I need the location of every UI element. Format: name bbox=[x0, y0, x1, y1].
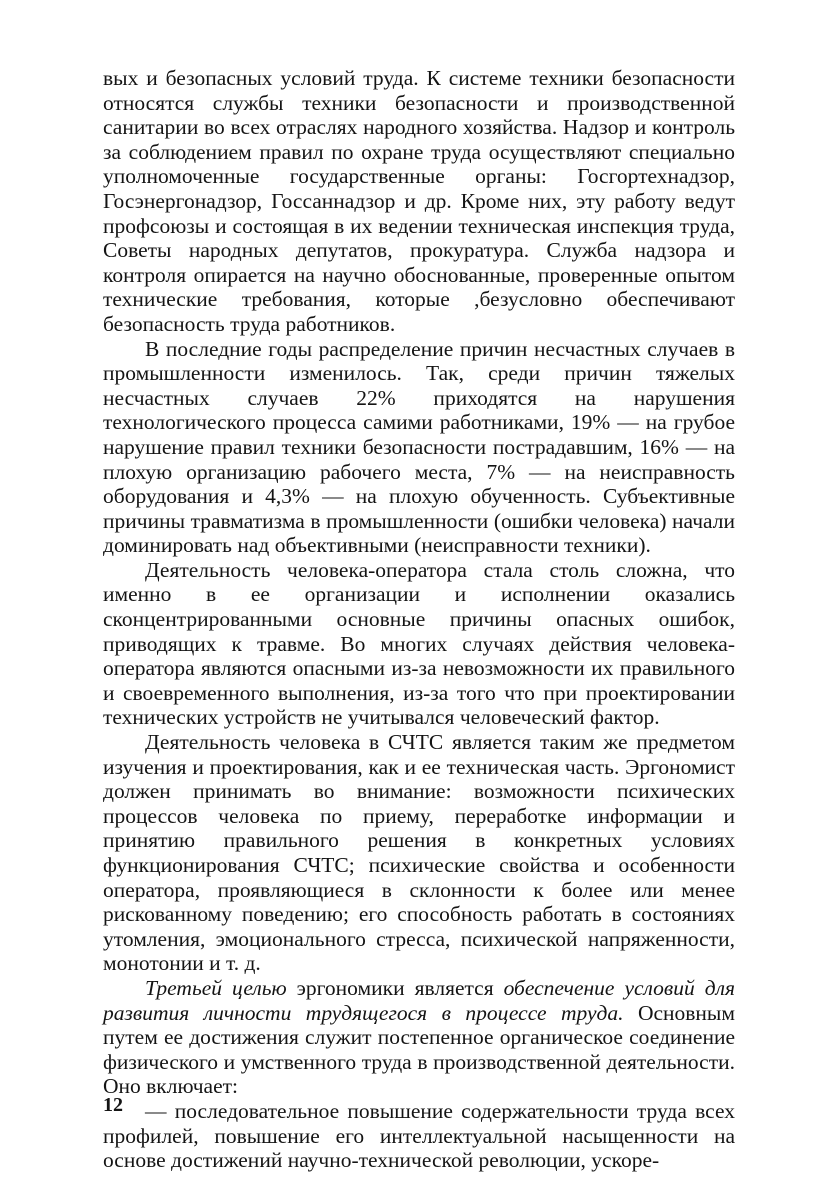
paragraph-human-in-schts: Деятельность человека в СЧТС является таким же предметом изучения и проектирования, как и ее техническая часть. Эргономист должен принимать во внимание: возможности психических процессов человека по приему, переработке информации и принятию правильного решения в конкретных условиях функционирования СЧТС; психические свойства и особенности оператора, проявляющиеся в склонности к более или менее рискованному поведению; его способность работать в состояниях утомления, эмоционального стресса, психической напряженности, монотонии и т. д. bbox=[103, 730, 735, 976]
paragraph-safety-system: вых и безопасных условий труда. К системе техники безопасности относятся службы техники безопасности и производственной санитарии во всех отраслях народного хозяйства. Надзор и контроль за соблюдением правил по охране труда осуществляют специально уполномоченные государственные органы: Госгортехнадзор, Госэнергонадзор, Госсаннадзор и др. Кроме них, эту работу ведут профсоюзы и состоящая в их ведении техническая инспекция труда, Советы народных депутатов, прокуратура. Служба надзора и контроля опирается на научно обоснованные, проверенные опытом технические требования, которые ,безусловно обеспечивают безопасность труда работников. bbox=[103, 66, 735, 336]
body-text bbox=[103, 66, 735, 1173]
third-goal-tail: Основным путем ее достижения служит постепенное органическое соединение физического и умственного труда в производственной деятельности. Оно включает: bbox=[103, 1000, 735, 1099]
paragraph-accident-causes: В последние годы распределение причин несчастных случаев в промышленности изменилось. Так, среди причин тяжелых несчастных случаев 22% приходятся на нарушения технологического процесса самими работниками, 19% — на грубое нарушение правил техники безопасности пострадавшим, 16% — на плохую организацию рабочего места, 7% — на неисправность оборудования и 4,3% — на плохую обученность. Субъективные причины травматизма в промышленности (ошибки человека) начали доминировать над объективными (неисправности техники). bbox=[103, 336, 735, 558]
paragraph-operator-activity: Деятельность человека-оператора стала столь сложна, что именно в ее организации и исполнении оказались сконцентрированными основные причины опасных ошибок, приводящих к травме. Во многих случаях действия человека-оператора являются опасными из-за невозможности их правильного и своевременного выполнения, из-за того что при проектировании технических устройств не учитывался человеческий фактор. bbox=[103, 557, 735, 730]
third-goal-emphasis: обеспечение условий для развития личности трудящегося в процессе труда. bbox=[103, 975, 735, 1025]
third-goal-lead: Третьей целью bbox=[145, 975, 287, 1000]
page-number: 12 bbox=[103, 1094, 123, 1116]
paragraph-third-goal bbox=[103, 976, 735, 1099]
paragraph-list-item: — последовательное повышение содержательности труда всех профилей, повышение его интеллектуальной насыщенности на основе достижений научно-технической революции, ускоре- bbox=[103, 1098, 735, 1173]
third-goal-mid: эргономики является bbox=[286, 975, 504, 1000]
